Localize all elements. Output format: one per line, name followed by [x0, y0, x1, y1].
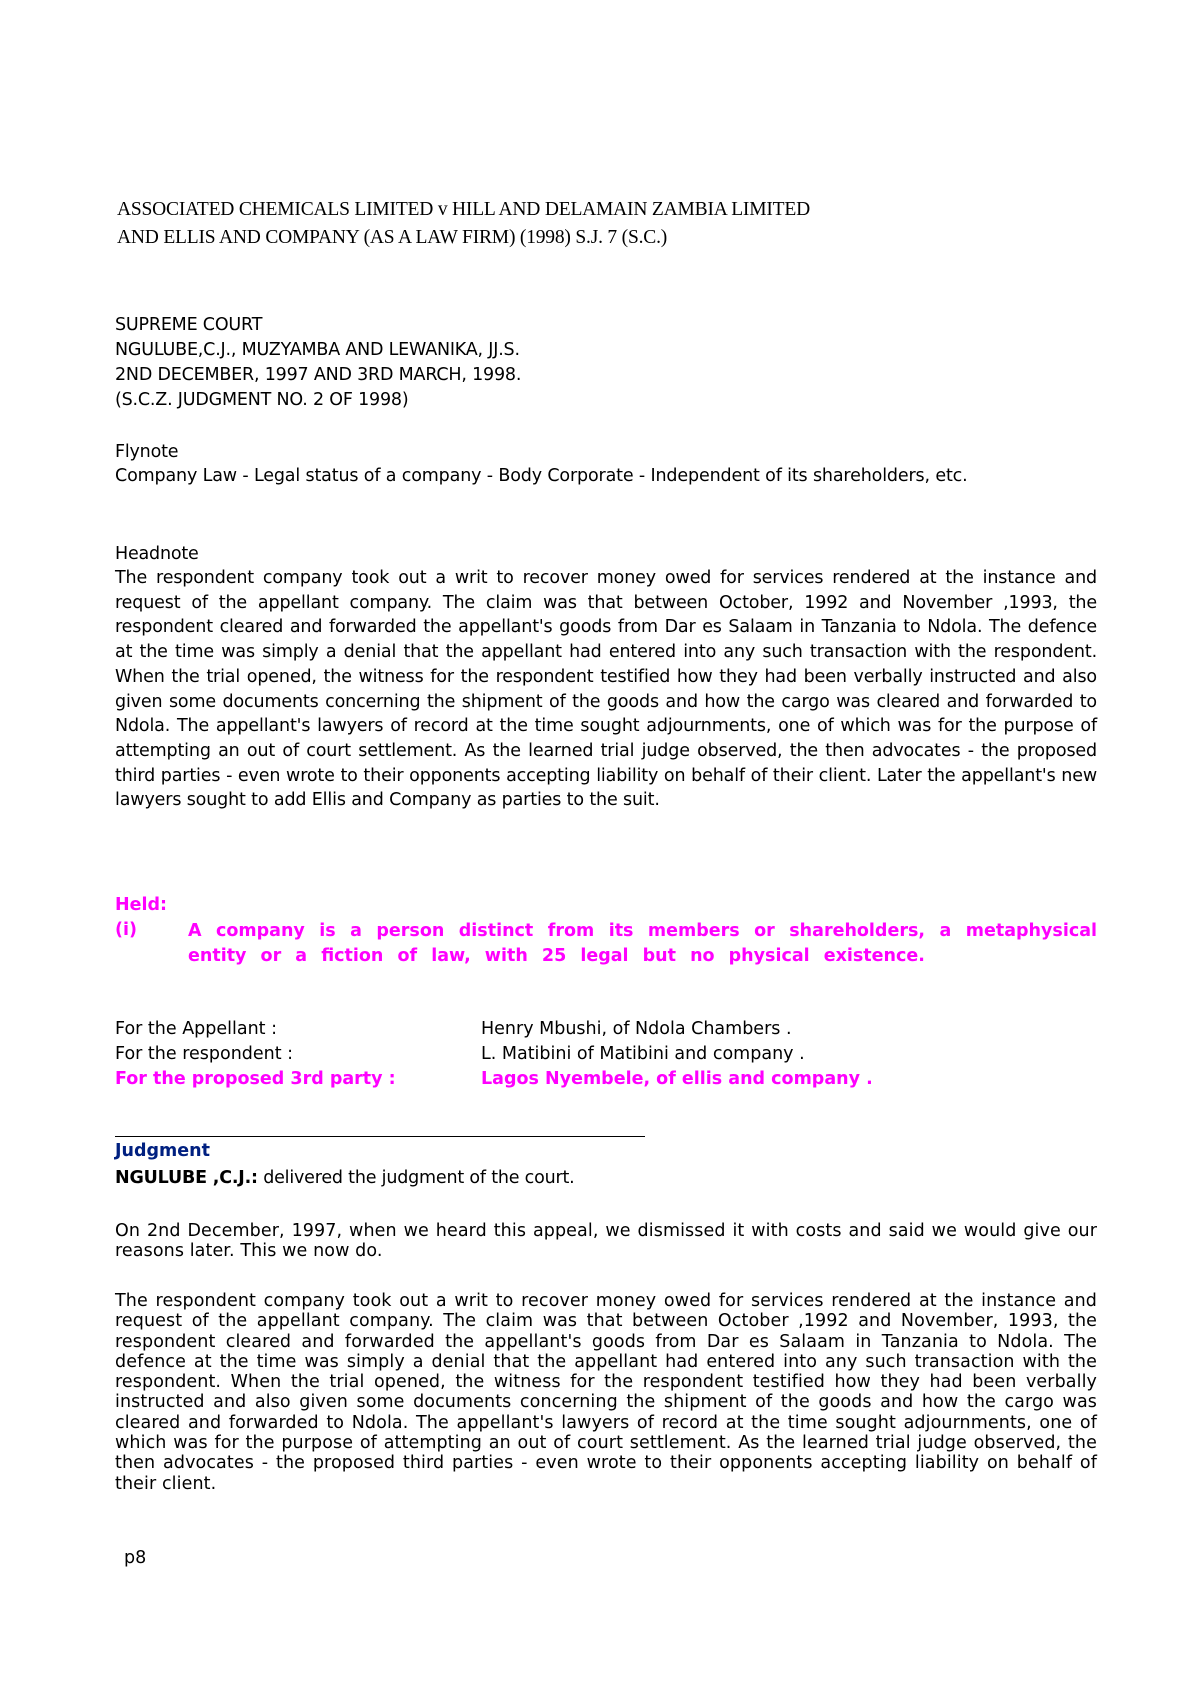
- judgment-number: (S.C.Z. JUDGMENT NO. 2 OF 1998): [115, 390, 409, 410]
- counsel-name: Henry Mbushi, of Ndola Chambers .: [481, 1019, 792, 1039]
- held-label: Held:: [115, 895, 168, 915]
- judgment-heading: Judgment: [115, 1141, 210, 1161]
- case-title: [117, 196, 810, 252]
- flynote-heading: Flynote: [115, 442, 179, 462]
- judgment-paragraph-1: On 2nd December, 1997, when we heard this appeal, we dismissed it with costs and said we would give our reasons later. This we now do.: [115, 1221, 1097, 1262]
- flynote-text: Company Law - Legal status of a company - Body Corporate - Independent of its shareholders, etc.: [115, 466, 968, 486]
- headnote-text: The respondent company took out a writ to recover money owed for services rendered at the instance and request of the appellant company. The claim was that between October, 1992 and November ,1993, the respondent cleared and forwarded the appellant's goods from Dar es Salaam in Tanzania to Ndola. The defence at the time was simply a denial that the appellant had entered into any such transaction with the respondent. When the trial opened, the witness for the respondent testified how they had been verbally instructed and also given some documents concerning the shipment of the goods and how the cargo was cleared and forwarded to Ndola. The appellant's lawyers of record at the time sought adjournments, one of which was for the purpose of attempting an out of court settlement. As the learned trial judge observed, the then advocates - the proposed third parties - even wrote to their opponents accepting liability on behalf of their client. Later the appellant's new lawyers sought to add Ellis and Company as parties to the suit.: [115, 568, 1097, 811]
- case-title-line-2: AND ELLIS AND COMPANY (AS A LAW FIRM) (1998) S.J. 7 (S.C.): [117, 227, 668, 248]
- held-item-number: (i): [115, 920, 137, 940]
- judge-name: NGULUBE ,C.J.:: [115, 1168, 258, 1188]
- case-title-line-1: ASSOCIATED CHEMICALS LIMITED v HILL AND DELAMAIN ZAMBIA LIMITED: [117, 199, 810, 220]
- judgment-paragraph-2: The respondent company took out a writ to recover money owed for services rendered at the instance and request of the appellant company. The claim was that between October ,1992 and November, 1993, the respondent cleared and forwarded the appellant's goods from Dar es Salaam in Tanzania to Ndola. The defence at the time was simply a denial that the appellant had entered into any such transaction with the respondent. When the trial opened, the witness for the respondent testified how they had been verbally instructed and also given some documents concerning the shipment of the goods and how the cargo was cleared and forwarded to Ndola. The appellant's lawyers of record at the time sought adjournments, one of which was for the purpose of attempting an out of court settlement. As the learned trial judge observed, the then advocates - the proposed third parties - even wrote to their opponents accepting liability on behalf of their client.: [115, 1291, 1097, 1494]
- section-divider: [115, 1136, 645, 1137]
- counsel-name: Lagos Nyembele, of ellis and company .: [481, 1069, 873, 1089]
- judgment-attribution: [115, 1166, 575, 1190]
- page-number: p8: [124, 1548, 147, 1568]
- counsel-role: For the respondent :: [115, 1044, 294, 1064]
- counsel-role: For the Appellant :: [115, 1019, 278, 1039]
- counsel-role: For the proposed 3rd party :: [115, 1069, 396, 1089]
- counsel-name: L. Matibini of Matibini and company .: [481, 1044, 805, 1064]
- headnote-heading: Headnote: [115, 544, 199, 564]
- judges-line: NGULUBE,C.J., MUZYAMBA AND LEWANIKA, JJ.S.: [115, 340, 520, 360]
- judge-attribution-text: delivered the judgment of the court.: [257, 1168, 575, 1188]
- dates-line: 2ND DECEMBER, 1997 AND 3RD MARCH, 1998.: [115, 365, 522, 385]
- court-name: SUPREME COURT: [115, 315, 263, 335]
- held-item-text: A company is a person distinct from its members or shareholders, a metaphysical entity or a fiction of law, with 25 legal but no physical existence.: [188, 921, 1097, 966]
